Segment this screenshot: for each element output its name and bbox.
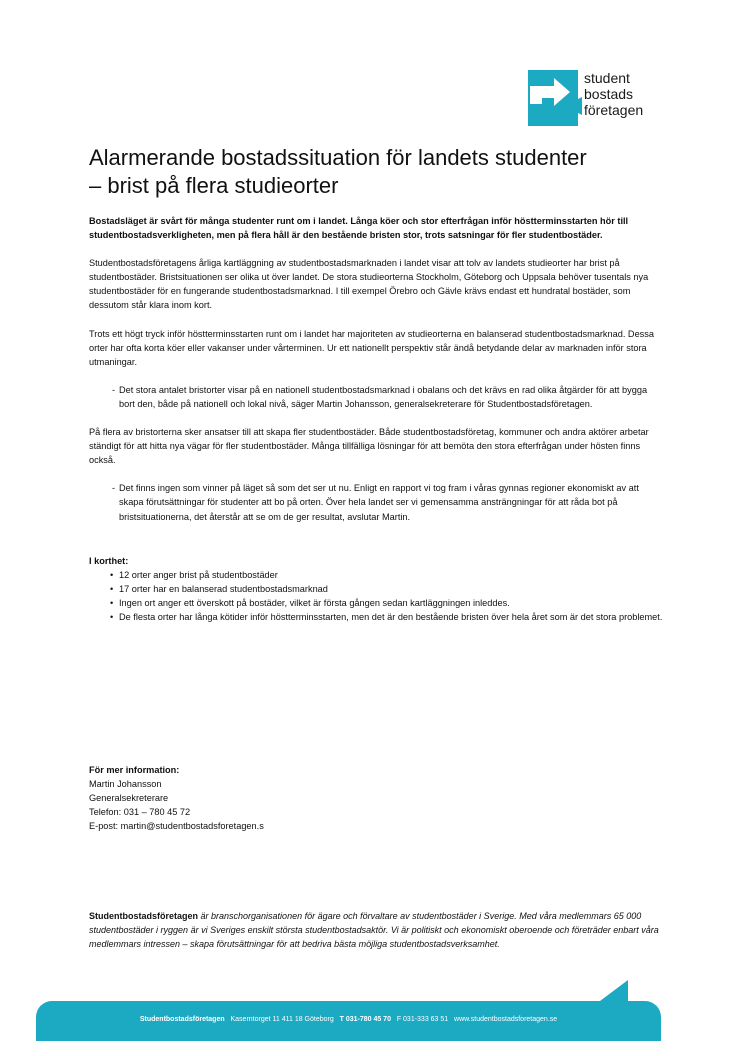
about-organisation (89, 909, 664, 951)
footer-bar (36, 1001, 661, 1041)
body-paragraph-1: Studentbostadsföretagens årliga kartläggning av studentbostadsmarknaden i landet visar att tolv av landets studieorter har brist på studentbostäder. Bristsituationen ser olika ut över landet. De stora studieorterna Stockholm, Göteborg och Uppsala behöver tusentals nya studentbostäder för en fungerande studentbostadsmarknad. I till exempel Örebro och Gävle krävs endast ett hundratal bostäder, som dessutom står klara inom kort. (89, 258, 649, 311)
quote-2 (89, 481, 664, 523)
footer-address: Kaserntorget 11 411 18 Göteborg (230, 1016, 334, 1023)
contact-info (89, 763, 264, 833)
title-line-2: – brist på flera studieorter (89, 173, 339, 198)
body-paragraph-2: Trots ett högt tryck inför höstterminsstarten runt om i landet har majoriteten av studieorterna en balanserad studentbostadsmarknad. Dessa orter har ofta korta köer eller vakanser under vårterminen. Ur ett nationellt perspektiv står ändå betydande delar av marknaden inför stora utmaningar. (89, 328, 654, 367)
footer-website-link[interactable]: www.studentbostadsforetagen.se (454, 1016, 558, 1023)
contact-name: Martin Johansson (89, 779, 162, 789)
contact-phone: Telefon: 031 – 780 45 72 (89, 807, 191, 817)
footer-fax: F 031-333 63 51 (396, 1016, 449, 1023)
footer-phone: T 031-780 45 70 (339, 1016, 391, 1023)
list-item (89, 596, 664, 610)
list-item-text: De flesta orter har långa kötider inför höstterminsstarten, men det är den bestående bristen över hela året som är det stora problemet. (119, 611, 663, 622)
footer-org: Studentbostadsföretagen (139, 1016, 225, 1023)
bullet: • (110, 583, 114, 594)
list-item-text: Ingen ort anger ett överskott på bostäder, vilket är första gången sedan kartläggningen inleddes. (119, 597, 510, 608)
bullet: • (110, 611, 114, 622)
contact-role: Generalsekreterare (89, 793, 169, 803)
title-line-1: Alarmerande bostadssituation för landets studenter (89, 145, 587, 170)
list-item-text: 17 orter har en balanserad studentbostadsmarknad (119, 583, 328, 594)
about-org-name: Studentbostadsföretagen (89, 911, 199, 921)
logo-line-3: företagen (584, 102, 644, 118)
list-item (89, 610, 664, 624)
brief-list (89, 568, 664, 624)
logo-line-1: student (584, 70, 630, 86)
list-item (89, 568, 664, 582)
company-logo (528, 70, 668, 126)
logo-wordmark (584, 70, 643, 118)
quote-dash: - (112, 483, 116, 494)
quote-text-2: Det finns ingen som vinner på läget så som det ser ut nu. Enligt en rapport vi tog fram i våras gynnas regioner ekonomiskt av att skapa förutsättningar för studenter att bo på orten. Över hela landet ser vi gemensamma ansträngningar för att råda bot på bristsituationerna, det återstår att se om de ger resultat, avslutar Martin. (119, 483, 639, 522)
about-text: är branschorganisationen för ägare och förvaltare av studentbostäder i Sverige. Med våra medlemmars 65 000 studentbostäder i ryggen är vi Sveriges enskilt största studentbostadsaktör. Vi är politiskt och ekonomiskt oberoende och företräder enbart våra medlemmars intressen – skapa förutsättningar för att bedriva bästa möjliga studentbostadsverksamhet. (89, 911, 659, 949)
logo-line-2: bostads (584, 86, 634, 102)
brief-heading: I korthet: (89, 555, 129, 566)
quote-dash: - (112, 384, 116, 395)
bullet: • (110, 569, 114, 580)
lead-paragraph: Bostadsläget är svårt för många studenter runt om i landet. Långa köer och stor efterfrågan inför höstterminsstarten hör till studentbostadsverkligheten, men på flera håll är den bestående bristen stor, trots satsningar för fler studentbostäder. (89, 216, 629, 241)
contact-heading: För mer information: (89, 765, 180, 775)
arrow-logo-icon (528, 70, 584, 126)
footer-text (36, 1015, 661, 1025)
quote-text-1: Det stora antalet bristorter visar på en nationell studentbostadsmarknad i obalans och det krävs en rad olika åtgärder för att bygga bort den, både på nationell och lokal nivå, säger Martin Johansson, generalsekreterare för Studentbostadsföretagen. (119, 384, 648, 409)
page-title (89, 144, 689, 200)
contact-email[interactable]: E-post: martin@studentbostadsforetagen.s (89, 821, 264, 831)
list-item-text: 12 orter anger brist på studentbostäder (119, 569, 278, 580)
article-body (89, 214, 664, 624)
quote-1 (89, 383, 664, 411)
bullet: • (110, 597, 114, 608)
list-item (89, 582, 664, 596)
body-paragraph-3: På flera av bristorterna sker ansatser till att skapa fler studentbostäder. Både studentbostadsföretag, kommuner och andra aktörer arbetar ständigt för att hitta nya vägar för fler studentbostäder. Många tillfälliga lösningar för att bemöta den stora efterfrågan under hösten finns också. (89, 427, 649, 466)
